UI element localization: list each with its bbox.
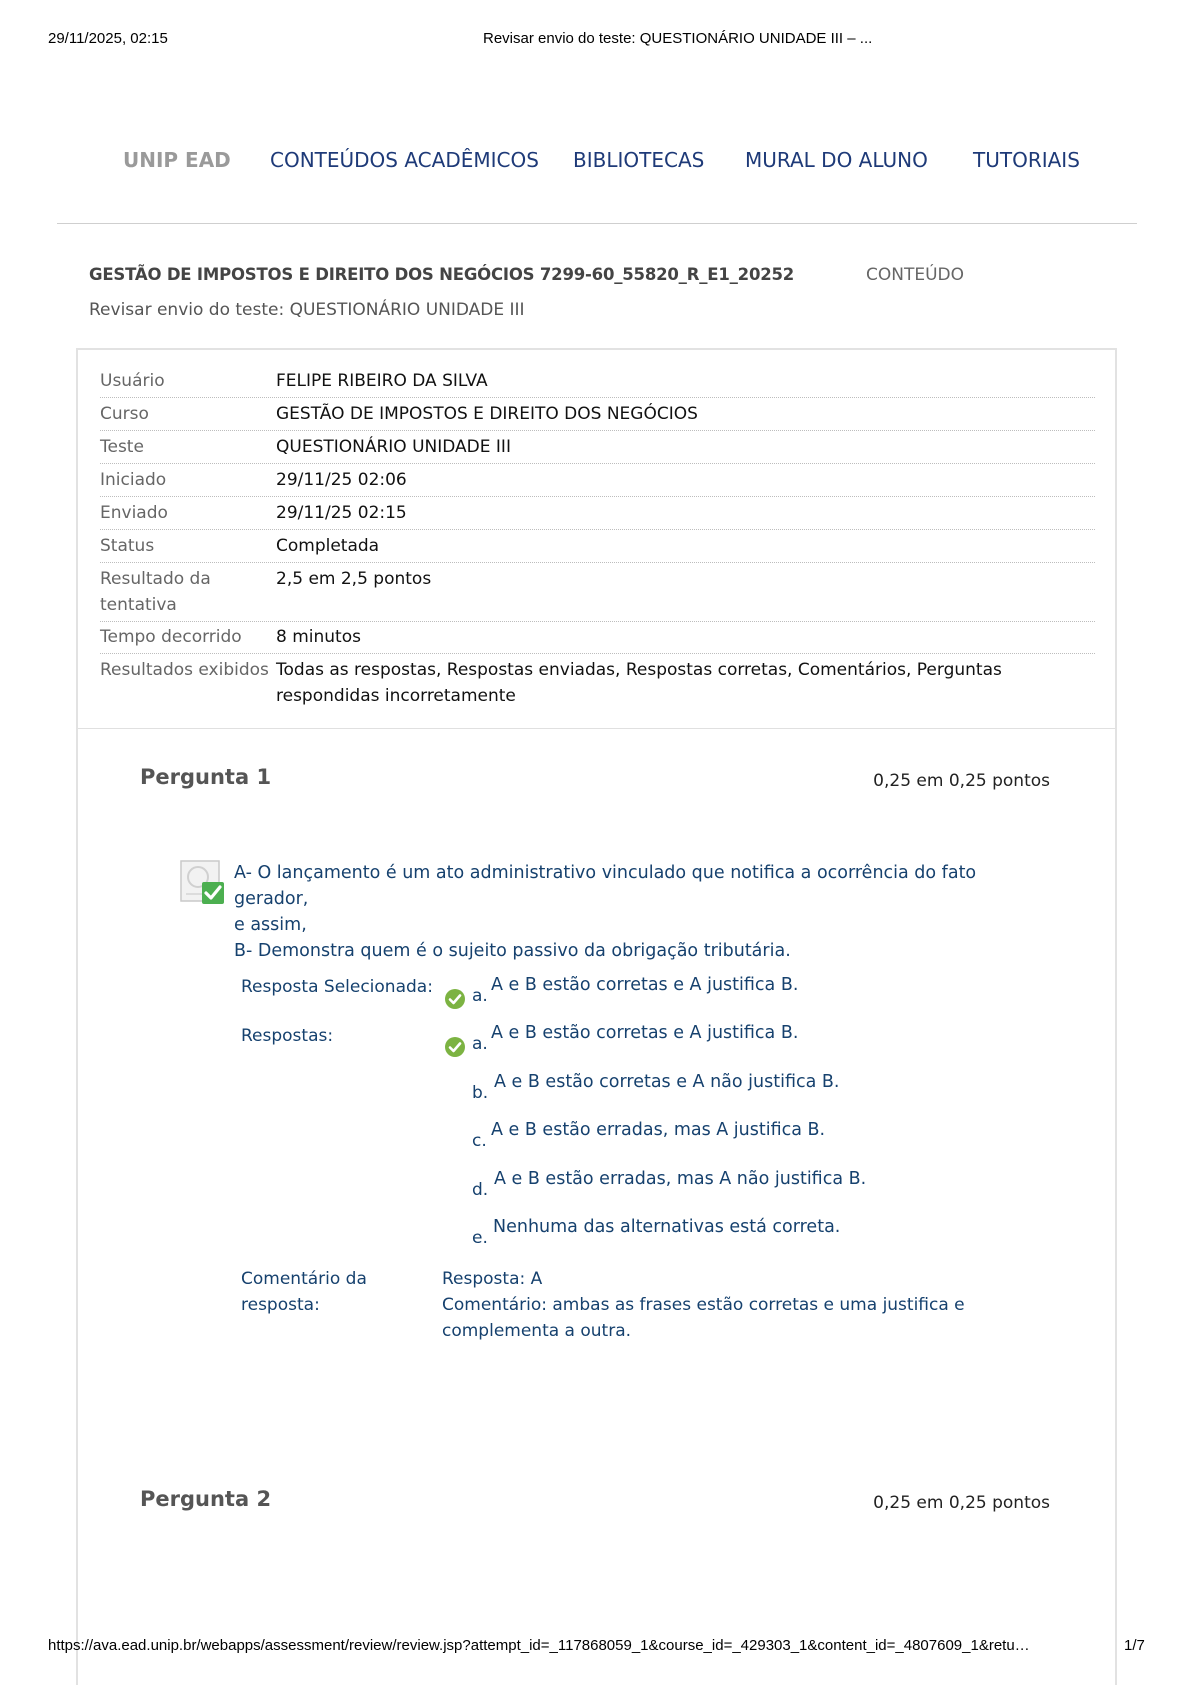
question-2-header: Pergunta 2 [140, 1487, 272, 1511]
summary-row [100, 533, 1095, 563]
print-url: https://ava.ead.unip.br/webapps/assessment/review/review.jsp?attempt_id=_117868059_1&course_id=_429303_1&content_id=_4807609_1&retu… [48, 1637, 1030, 1654]
nav-unip-ead[interactable]: UNIP EAD [123, 148, 231, 172]
comment-label: Comentário da resposta: [241, 1269, 367, 1315]
check-circle-icon [444, 1036, 466, 1058]
summary-label: Resultado da tentativa [100, 569, 211, 615]
question-2-score: 0,25 em 0,25 pontos [873, 1493, 1050, 1513]
summary-value: Todas as respostas, Respostas enviadas, Respostas corretas, Comentários, Perguntas respondidas incorretamente [276, 660, 1002, 706]
summary-label: Usuário [100, 371, 165, 391]
summary-value: 29/11/25 02:06 [276, 470, 407, 490]
question-text-line: gerador, [234, 889, 309, 909]
summary-row [100, 434, 1095, 464]
summary-value: QUESTIONÁRIO UNIDADE III [276, 437, 511, 457]
print-title: Revisar envio do teste: QUESTIONÁRIO UNIDADE III – ... [483, 30, 873, 47]
selected-answer-text: A e B estão corretas e A justifica B. [491, 975, 799, 995]
summary-row [100, 401, 1095, 431]
question-text-line: A- O lançamento é um ato administrativo vinculado que notifica a ocorrência do fato [234, 863, 977, 883]
nav-tutoriais[interactable]: TUTORIAIS [973, 148, 1080, 172]
content-link[interactable]: CONTEÚDO [866, 265, 965, 285]
course-title[interactable]: GESTÃO DE IMPOSTOS E DIREITO DOS NEGÓCIOS 7299-60_55820_R_E1_20252 [89, 265, 795, 284]
print-datetime: 29/11/2025, 02:15 [48, 30, 168, 47]
correct-answer-icon [180, 860, 226, 906]
summary-row [100, 368, 1095, 398]
nav-mural-do-aluno[interactable]: MURAL DO ALUNO [745, 148, 928, 172]
answer-option-text: A e B estão corretas e A justifica B. [491, 1023, 799, 1043]
question-1-text [234, 860, 994, 964]
summary-row [100, 657, 1095, 713]
summary-value: 29/11/25 02:15 [276, 503, 407, 523]
answer-comment [442, 1266, 1002, 1344]
summary-label: Tempo decorrido [100, 627, 242, 647]
summary-label: Enviado [100, 503, 168, 523]
answers-label: Respostas: [241, 1026, 334, 1046]
answer-option-text: A e B estão erradas, mas A não justifica B. [494, 1169, 867, 1189]
answer-option-letter: d. [472, 1180, 489, 1200]
nav-divider [57, 223, 1137, 224]
answer-option-text: A e B estão corretas e A não justifica B. [494, 1072, 840, 1092]
summary-label: Iniciado [100, 470, 167, 490]
answer-option-letter: a. [472, 1034, 488, 1054]
answer-option-letter: c. [472, 1131, 487, 1151]
answer-option-letter: e. [472, 1228, 488, 1248]
answer-option-text: A e B estão erradas, mas A justifica B. [491, 1120, 826, 1140]
summary-label: Curso [100, 404, 149, 424]
summary-row [100, 467, 1095, 497]
selected-answer-letter: a. [472, 986, 488, 1006]
summary-value: 8 minutos [276, 627, 361, 647]
question-1-header: Pergunta 1 [140, 765, 272, 789]
comment-line: Resposta: A [442, 1269, 543, 1289]
question-text-line: e assim, [234, 915, 307, 935]
page-title: Revisar envio do teste: QUESTIONÁRIO UNIDADE III [89, 300, 525, 320]
summary-value: 2,5 em 2,5 pontos [276, 569, 432, 589]
summary-label: Teste [100, 437, 144, 457]
answer-option-text: Nenhuma das alternativas está correta. [493, 1217, 841, 1237]
comment-line: complementa a outra. [442, 1321, 632, 1341]
top-navigation [0, 148, 1192, 178]
nav-bibliotecas[interactable]: BIBLIOTECAS [573, 148, 705, 172]
comment-line: Comentário: ambas as frases estão corretas e uma justifica e [442, 1295, 965, 1315]
summary-label: Resultados exibidos [100, 660, 269, 680]
summary-row [100, 566, 1095, 622]
selected-answer-label: Resposta Selecionada: [241, 977, 433, 997]
question-text-line: B- Demonstra quem é o sujeito passivo da obrigação tributária. [234, 941, 791, 961]
review-frame [76, 348, 1117, 1685]
check-circle-icon [444, 988, 466, 1010]
print-page-number: 1/7 [1124, 1637, 1145, 1654]
summary-row [100, 624, 1095, 654]
nav-conteudos-academicos[interactable]: CONTEÚDOS ACADÊMICOS [270, 148, 539, 172]
summary-label: Status [100, 536, 155, 556]
summary-row [100, 500, 1095, 530]
summary-value: FELIPE RIBEIRO DA SILVA [276, 371, 488, 391]
summary-value: GESTÃO DE IMPOSTOS E DIREITO DOS NEGÓCIOS [276, 404, 698, 424]
question-1-score: 0,25 em 0,25 pontos [873, 771, 1050, 791]
answer-option-letter: b. [472, 1083, 489, 1103]
attempt-summary-table [78, 350, 1115, 729]
summary-value: Completada [276, 536, 380, 556]
